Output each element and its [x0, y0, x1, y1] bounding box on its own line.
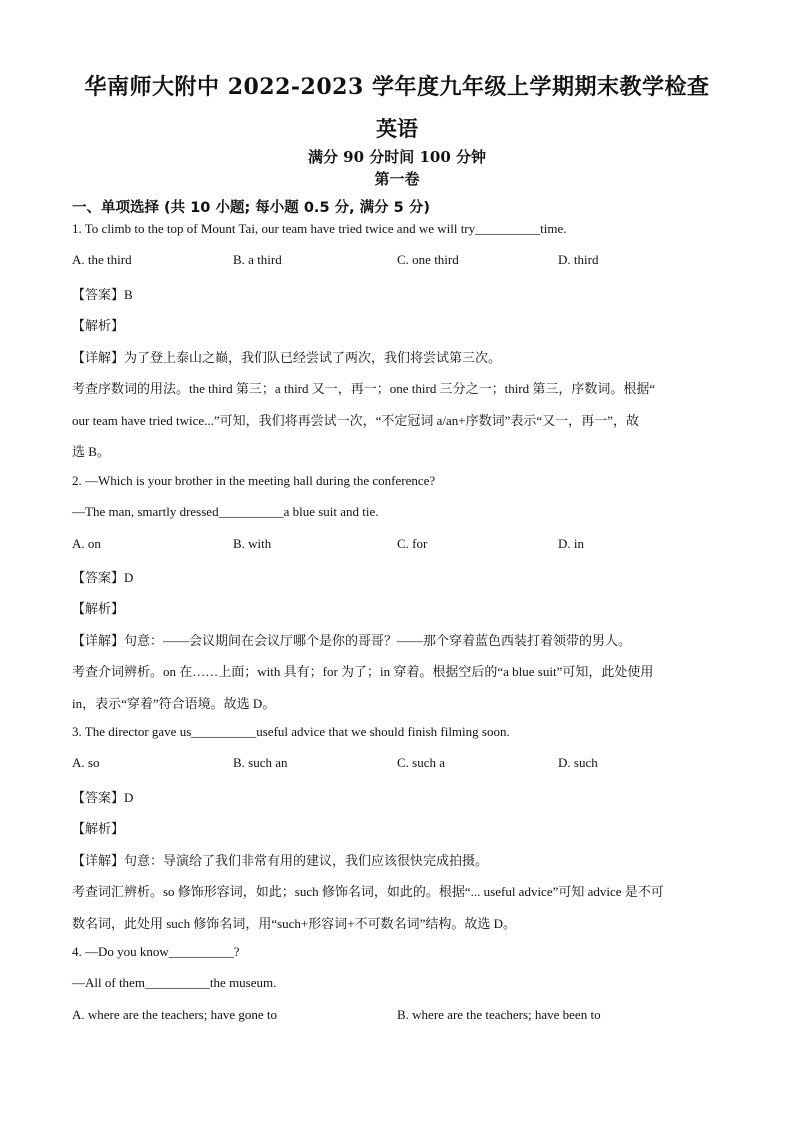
q3-stem: 3. The director gave us__________useful advice that we should finish filming soon. [72, 724, 510, 739]
volume-label: 第一卷 [374, 170, 420, 188]
q2-analysis-label: 【解析】 [72, 601, 125, 616]
q2-detail: 【详解】句意：——会议期间在会议厅哪个是你的哥哥？——那个穿着蓝色西装打着领带的男人。 [72, 633, 632, 648]
q1-explanation-3: 选 B。 [72, 444, 110, 459]
q2-option-a: A. on [72, 536, 101, 551]
exam-title: 华南师大附中 2022-2023 学年度九年级上学期期末教学检查 [84, 74, 710, 100]
q3-explanation-1: 考查词汇辨析。so 修饰形容词，如此；such 修饰名词，如此的。根据“... useful advice”可知 advice 是不可 [72, 884, 664, 899]
q2-explanation-2: in，表示“穿着”符合语境。故选 D。 [72, 696, 276, 711]
q2-answer: 【答案】D [72, 570, 134, 585]
score-time: 满分 90 分时间 100 分钟 [307, 148, 487, 166]
q1-detail: 【详解】为了登上泰山之巅，我们队已经尝试了两次，我们将尝试第三次。 [72, 350, 502, 365]
q3-analysis-label: 【解析】 [72, 821, 125, 836]
q2-stem-1: 2. —Which is your brother in the meeting hall during the conference? [72, 473, 436, 488]
q3-detail: 【详解】句意：导演给了我们非常有用的建议，我们应该很快完成拍摄。 [72, 853, 489, 868]
q2-explanation-1: 考查介词辨析。on 在……上面；with 具有；for 为了；in 穿着。根据空后的“a blue suit”可知，此处使用 [72, 664, 654, 679]
q1-explanation-1: 考查序数词的用法。the third 第三；a third 又一，再一；one third 三分之一；third 第三，序数词。根据“ [72, 381, 656, 396]
q3-option-a: A. so [72, 755, 100, 770]
subject-title: 英语 [376, 116, 418, 141]
q1-option-c: C. one third [397, 252, 459, 267]
q4-stem-2: —All of them__________the museum. [72, 975, 277, 990]
q1-stem: 1. To climb to the top of Mount Tai, our team have tried twice and we will try__________time. [72, 221, 567, 236]
q4-stem-1: 4. —Do you know__________? [72, 944, 240, 959]
q2-option-b: B. with [233, 536, 272, 551]
q3-answer: 【答案】D [72, 790, 134, 805]
section-heading: 一、单项选择 (共 10 小题; 每小题 0.5 分, 满分 5 分) [72, 200, 430, 216]
q4-option-a: A. where are the teachers; have gone to [72, 1007, 278, 1022]
q1-answer: 【答案】B [72, 287, 133, 302]
q3-explanation-2: 数名词，此处用 such 修饰名词，用“such+形容词+不可数名词”结构。故选 D。 [72, 916, 516, 931]
q1-option-b: B. a third [233, 252, 282, 267]
q2-option-c: C. for [397, 536, 428, 551]
q3-option-c: C. such a [397, 755, 446, 770]
q3-option-b: B. such an [233, 755, 288, 770]
q1-explanation-2: our team have tried twice...”可知，我们将再尝试一次，“不定冠词 a/an+序数词”表示“又一，再一”，故 [72, 413, 639, 428]
q1-analysis-label: 【解析】 [72, 318, 125, 333]
q4-option-b: B. where are the teachers; have been to [397, 1007, 601, 1022]
q2-option-d: D. in [558, 536, 584, 551]
q1-option-d: D. third [558, 252, 599, 267]
q3-option-d: D. such [558, 755, 598, 770]
q2-stem-2: —The man, smartly dressed__________a blue suit and tie. [72, 504, 379, 519]
q1-option-a: A. the third [72, 252, 132, 267]
